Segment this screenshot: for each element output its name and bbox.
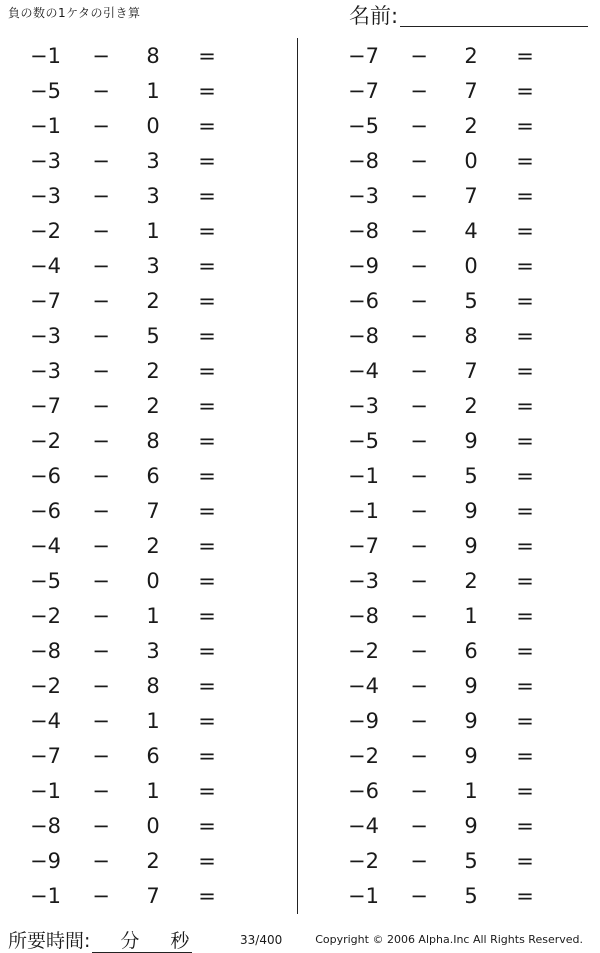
second-operand: 8	[146, 429, 160, 453]
minus-sign: −	[410, 324, 428, 348]
first-operand: −9	[30, 849, 61, 873]
equals-sign: =	[198, 429, 216, 453]
second-operand: 0	[146, 569, 160, 593]
first-operand: −7	[30, 394, 61, 418]
equals-sign: =	[198, 709, 216, 733]
minus-sign: −	[92, 219, 110, 243]
problem-row	[0, 354, 282, 389]
first-operand: −7	[30, 289, 61, 313]
column-divider	[297, 38, 298, 914]
second-operand: 8	[146, 674, 160, 698]
time-required	[8, 926, 192, 953]
minus-sign: −	[410, 429, 428, 453]
first-operand: −3	[348, 569, 379, 593]
problem-row	[318, 809, 600, 844]
second-operand: 2	[146, 534, 160, 558]
equals-sign: =	[516, 44, 534, 68]
problem-row	[0, 109, 282, 144]
second-operand: 3	[146, 184, 160, 208]
minus-sign: −	[92, 149, 110, 173]
minus-sign: −	[92, 744, 110, 768]
second-operand: 5	[464, 289, 478, 313]
second-operand: 5	[464, 849, 478, 873]
problem-row	[318, 669, 600, 704]
first-operand: −6	[348, 779, 379, 803]
problem-row	[318, 844, 600, 879]
first-operand: −8	[348, 219, 379, 243]
minus-sign: −	[410, 674, 428, 698]
first-operand: −4	[348, 814, 379, 838]
second-operand: 9	[464, 499, 478, 523]
first-operand: −8	[348, 149, 379, 173]
second-operand: 9	[464, 744, 478, 768]
minus-sign: −	[410, 569, 428, 593]
minus-sign: −	[92, 44, 110, 68]
second-operand: 0	[146, 814, 160, 838]
first-operand: −8	[30, 639, 61, 663]
minus-sign: −	[410, 779, 428, 803]
equals-sign: =	[516, 499, 534, 523]
first-operand: −3	[30, 184, 61, 208]
equals-sign: =	[516, 324, 534, 348]
minus-sign: −	[92, 639, 110, 663]
problem-row	[318, 214, 600, 249]
problem-row	[0, 214, 282, 249]
problem-row	[0, 669, 282, 704]
minus-sign: −	[410, 639, 428, 663]
first-operand: −2	[30, 429, 61, 453]
equals-sign: =	[198, 849, 216, 873]
second-operand: 2	[146, 849, 160, 873]
first-operand: −3	[30, 359, 61, 383]
second-operand: 9	[464, 534, 478, 558]
minus-sign: −	[92, 429, 110, 453]
minus-sign: −	[92, 814, 110, 838]
second-operand: 1	[146, 709, 160, 733]
minus-sign: −	[410, 44, 428, 68]
second-operand: 5	[464, 884, 478, 908]
equals-sign: =	[516, 779, 534, 803]
problem-row	[318, 529, 600, 564]
equals-sign: =	[198, 639, 216, 663]
equals-sign: =	[198, 779, 216, 803]
problem-row	[318, 144, 600, 179]
problem-row	[318, 494, 600, 529]
problem-row	[318, 284, 600, 319]
minus-sign: −	[92, 499, 110, 523]
equals-sign: =	[198, 79, 216, 103]
equals-sign: =	[198, 254, 216, 278]
first-operand: −6	[30, 499, 61, 523]
second-operand: 1	[464, 604, 478, 628]
equals-sign: =	[516, 464, 534, 488]
equals-sign: =	[516, 639, 534, 663]
first-operand: −9	[348, 709, 379, 733]
first-operand: −1	[348, 499, 379, 523]
first-operand: −8	[30, 814, 61, 838]
problem-row	[0, 179, 282, 214]
minus-sign: −	[92, 254, 110, 278]
problem-row	[318, 459, 600, 494]
first-operand: −2	[348, 639, 379, 663]
minus-sign: −	[92, 184, 110, 208]
equals-sign: =	[198, 744, 216, 768]
equals-sign: =	[198, 534, 216, 558]
name-label: 名前:	[349, 4, 399, 28]
second-operand: 0	[464, 149, 478, 173]
second-operand: 1	[146, 79, 160, 103]
copyright-notice: Copyright © 2006 Alpha.Inc All Rights Reserved.	[315, 933, 583, 946]
first-operand: −5	[348, 429, 379, 453]
equals-sign: =	[516, 569, 534, 593]
second-operand: 2	[464, 569, 478, 593]
second-operand: 9	[464, 709, 478, 733]
second-operand: 0	[464, 254, 478, 278]
equals-sign: =	[198, 464, 216, 488]
page-number: 33/400	[240, 933, 283, 947]
second-operand: 6	[146, 464, 160, 488]
second-operand: 6	[146, 744, 160, 768]
equals-sign: =	[516, 534, 534, 558]
second-operand: 5	[146, 324, 160, 348]
problem-row	[0, 144, 282, 179]
second-operand: 3	[146, 639, 160, 663]
second-operand: 3	[146, 149, 160, 173]
problem-row	[0, 39, 282, 74]
problem-row	[318, 179, 600, 214]
equals-sign: =	[516, 884, 534, 908]
problem-row	[318, 74, 600, 109]
first-operand: −3	[348, 184, 379, 208]
first-operand: −7	[348, 79, 379, 103]
minus-sign: −	[410, 254, 428, 278]
minus-sign: −	[410, 289, 428, 313]
minus-sign: −	[410, 184, 428, 208]
equals-sign: =	[516, 814, 534, 838]
minus-sign: −	[410, 394, 428, 418]
problem-row	[318, 249, 600, 284]
second-operand: 2	[464, 114, 478, 138]
first-operand: −2	[348, 849, 379, 873]
equals-sign: =	[516, 429, 534, 453]
minus-sign: −	[410, 114, 428, 138]
second-operand: 0	[146, 114, 160, 138]
second-operand: 1	[146, 779, 160, 803]
first-operand: −1	[30, 114, 61, 138]
second-operand: 3	[146, 254, 160, 278]
problem-row	[318, 879, 600, 914]
first-operand: −1	[30, 884, 61, 908]
minus-sign: −	[92, 114, 110, 138]
first-operand: −8	[348, 324, 379, 348]
minus-sign: −	[92, 849, 110, 873]
first-operand: −1	[30, 779, 61, 803]
problem-row	[318, 634, 600, 669]
equals-sign: =	[198, 569, 216, 593]
first-operand: −5	[30, 79, 61, 103]
equals-sign: =	[516, 254, 534, 278]
first-operand: −9	[348, 254, 379, 278]
second-operand: 1	[146, 219, 160, 243]
problem-row	[318, 39, 600, 74]
first-operand: −2	[30, 674, 61, 698]
equals-sign: =	[516, 604, 534, 628]
problem-row	[0, 774, 282, 809]
minus-sign: −	[410, 464, 428, 488]
second-operand: 5	[464, 464, 478, 488]
problem-row	[0, 74, 282, 109]
equals-sign: =	[198, 359, 216, 383]
first-operand: −1	[348, 884, 379, 908]
minus-sign: −	[92, 569, 110, 593]
equals-sign: =	[198, 184, 216, 208]
problem-row	[0, 844, 282, 879]
second-operand: 2	[464, 44, 478, 68]
minus-sign: −	[410, 884, 428, 908]
minus-sign: −	[92, 359, 110, 383]
problem-row	[318, 319, 600, 354]
second-operand: 8	[464, 324, 478, 348]
first-operand: −1	[348, 464, 379, 488]
second-operand: 2	[146, 394, 160, 418]
problem-row	[318, 424, 600, 459]
second-operand: 9	[464, 429, 478, 453]
problem-row	[0, 459, 282, 494]
problem-row	[0, 284, 282, 319]
name-blank-line[interactable]	[400, 8, 588, 27]
minus-sign: −	[410, 79, 428, 103]
problem-row	[0, 704, 282, 739]
equals-sign: =	[516, 219, 534, 243]
first-operand: −7	[348, 534, 379, 558]
equals-sign: =	[516, 394, 534, 418]
problem-row	[0, 319, 282, 354]
equals-sign: =	[516, 744, 534, 768]
minus-sign: −	[92, 674, 110, 698]
equals-sign: =	[198, 114, 216, 138]
problem-row	[0, 564, 282, 599]
minus-sign: −	[410, 499, 428, 523]
problem-row	[0, 739, 282, 774]
problem-row	[318, 599, 600, 634]
equals-sign: =	[516, 289, 534, 313]
second-operand: 6	[464, 639, 478, 663]
problem-row	[0, 599, 282, 634]
minus-sign: −	[92, 709, 110, 733]
equals-sign: =	[516, 184, 534, 208]
equals-sign: =	[516, 849, 534, 873]
equals-sign: =	[198, 604, 216, 628]
problem-row	[0, 389, 282, 424]
problem-row	[318, 389, 600, 424]
problem-row	[0, 424, 282, 459]
second-operand: 4	[464, 219, 478, 243]
equals-sign: =	[516, 149, 534, 173]
equals-sign: =	[516, 359, 534, 383]
second-operand: 9	[464, 674, 478, 698]
minus-sign: −	[92, 884, 110, 908]
equals-sign: =	[516, 674, 534, 698]
minus-sign: −	[92, 604, 110, 628]
second-operand: 7	[464, 184, 478, 208]
second-operand: 1	[146, 604, 160, 628]
minus-sign: −	[410, 534, 428, 558]
minutes-unit: 分	[120, 930, 140, 952]
equals-sign: =	[198, 394, 216, 418]
first-operand: −6	[348, 289, 379, 313]
minus-sign: −	[410, 604, 428, 628]
problem-row	[0, 494, 282, 529]
equals-sign: =	[198, 289, 216, 313]
second-operand: 2	[464, 394, 478, 418]
equals-sign: =	[198, 814, 216, 838]
first-operand: −7	[30, 744, 61, 768]
second-operand: 7	[146, 884, 160, 908]
problem-row	[318, 739, 600, 774]
minus-sign: −	[92, 779, 110, 803]
seconds-unit: 秒	[170, 930, 190, 952]
minus-sign: −	[410, 744, 428, 768]
minus-sign: −	[92, 394, 110, 418]
minus-sign: −	[410, 359, 428, 383]
equals-sign: =	[198, 149, 216, 173]
first-operand: −1	[30, 44, 61, 68]
equals-sign: =	[516, 79, 534, 103]
first-operand: −5	[348, 114, 379, 138]
minus-sign: −	[92, 534, 110, 558]
problem-row	[318, 354, 600, 389]
first-operand: −4	[30, 254, 61, 278]
equals-sign: =	[516, 114, 534, 138]
problem-row	[0, 879, 282, 914]
problem-row	[318, 704, 600, 739]
minus-sign: −	[410, 149, 428, 173]
first-operand: −2	[348, 744, 379, 768]
first-operand: −3	[30, 324, 61, 348]
second-operand: 8	[146, 44, 160, 68]
problem-row	[318, 774, 600, 809]
second-operand: 9	[464, 814, 478, 838]
time-blank-line[interactable]	[92, 930, 192, 953]
first-operand: −2	[30, 604, 61, 628]
second-operand: 7	[464, 79, 478, 103]
problem-row	[0, 529, 282, 564]
second-operand: 1	[464, 779, 478, 803]
worksheet-title: 負の数の1ケタの引き算	[8, 6, 141, 20]
time-required-label: 所要時間:	[8, 930, 91, 952]
equals-sign: =	[198, 499, 216, 523]
second-operand: 2	[146, 359, 160, 383]
first-operand: −3	[30, 149, 61, 173]
first-operand: −4	[348, 674, 379, 698]
first-operand: −4	[30, 709, 61, 733]
problem-row	[0, 634, 282, 669]
name-field	[349, 6, 588, 27]
second-operand: 2	[146, 289, 160, 313]
first-operand: −2	[30, 219, 61, 243]
equals-sign: =	[516, 709, 534, 733]
problem-row	[0, 809, 282, 844]
minus-sign: −	[410, 814, 428, 838]
equals-sign: =	[198, 324, 216, 348]
minus-sign: −	[92, 79, 110, 103]
first-operand: −6	[30, 464, 61, 488]
first-operand: −3	[348, 394, 379, 418]
first-operand: −4	[348, 359, 379, 383]
second-operand: 7	[464, 359, 478, 383]
minus-sign: −	[92, 289, 110, 313]
minus-sign: −	[92, 324, 110, 348]
first-operand: −7	[348, 44, 379, 68]
minus-sign: −	[92, 464, 110, 488]
second-operand: 7	[146, 499, 160, 523]
first-operand: −8	[348, 604, 379, 628]
equals-sign: =	[198, 674, 216, 698]
problem-row	[0, 249, 282, 284]
problem-row	[318, 564, 600, 599]
equals-sign: =	[198, 219, 216, 243]
equals-sign: =	[198, 44, 216, 68]
first-operand: −4	[30, 534, 61, 558]
first-operand: −5	[30, 569, 61, 593]
minus-sign: −	[410, 849, 428, 873]
equals-sign: =	[198, 884, 216, 908]
problem-row	[318, 109, 600, 144]
minus-sign: −	[410, 219, 428, 243]
minus-sign: −	[410, 709, 428, 733]
